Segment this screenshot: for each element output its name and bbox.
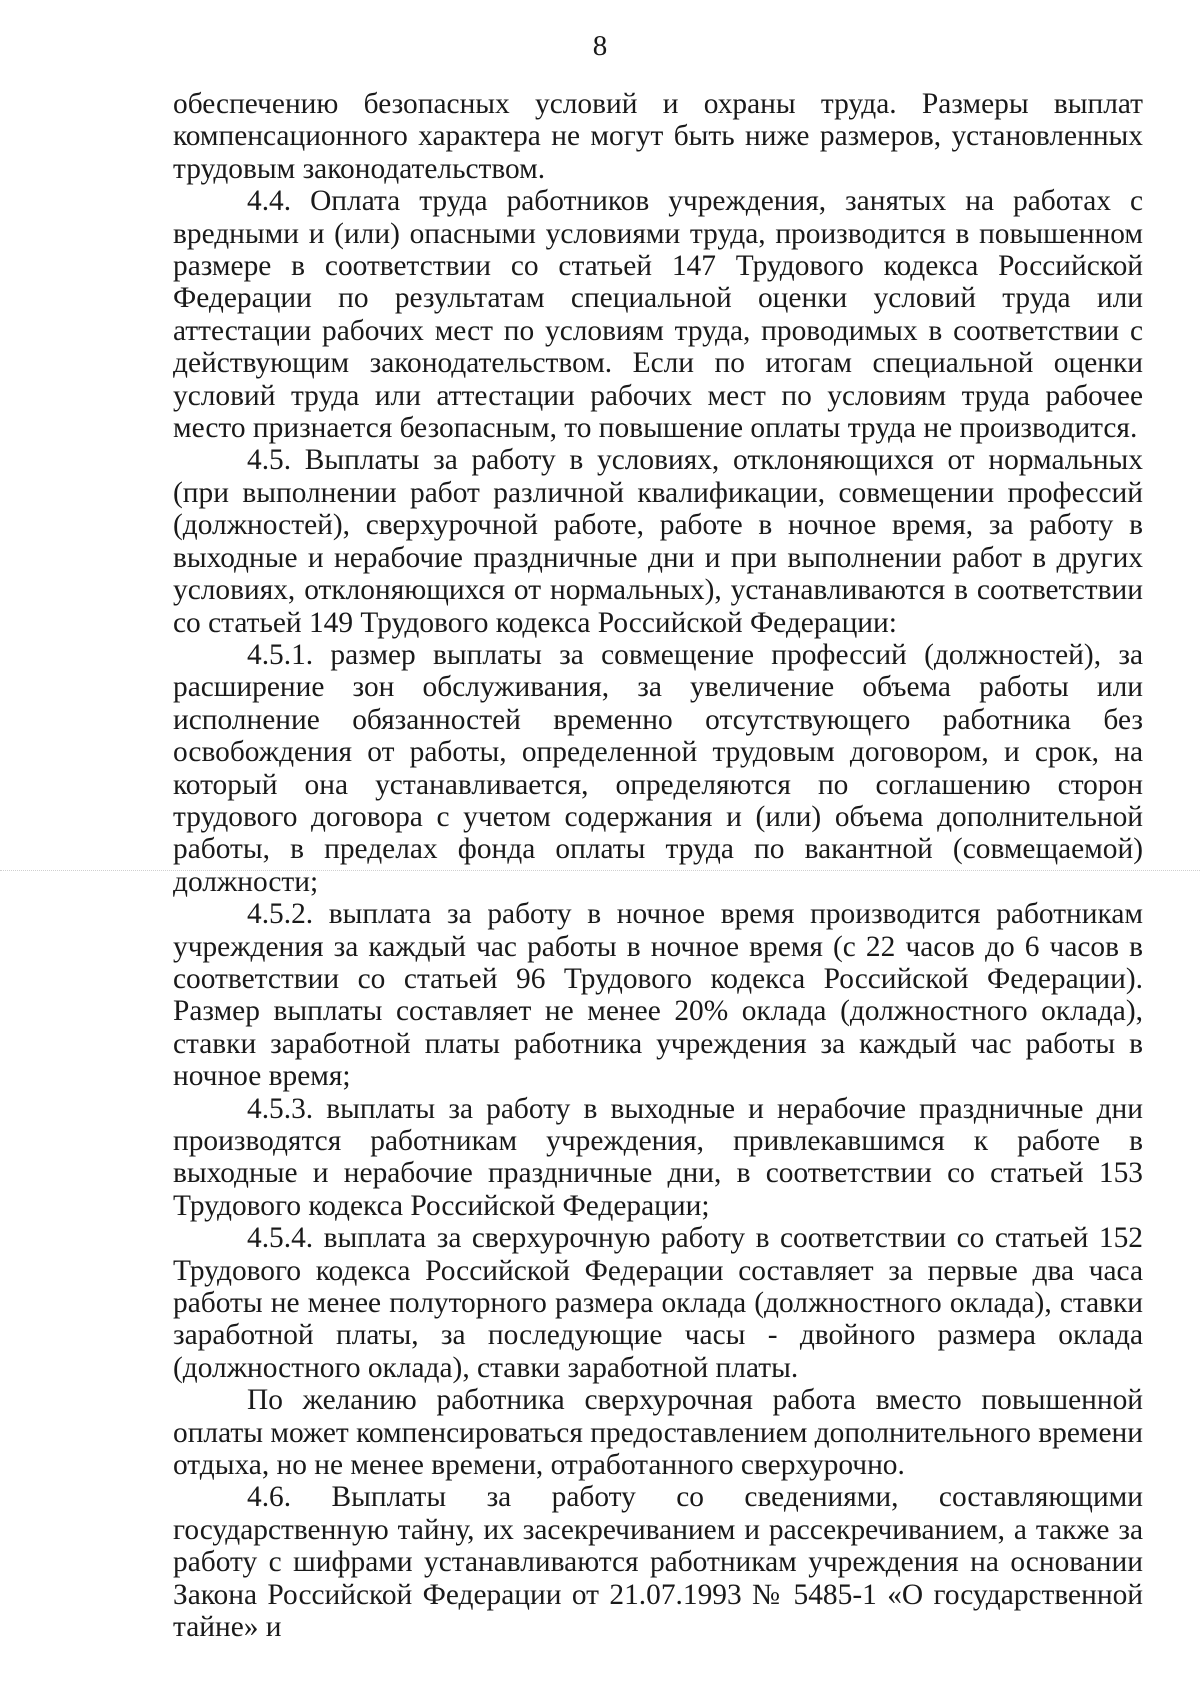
- page-number: 8: [592, 30, 608, 62]
- paragraph-4-5-3: 4.5.3. выплаты за работу в выходные и нерабочие праздничные дни производятся работникам учреждения, привлекавшимся к работе в выходные и нерабочие праздничные дни, в соответствии со статьей 153 Трудового кодекса Российской Федерации;: [173, 1092, 1143, 1222]
- document-body: [173, 88, 1143, 1644]
- paragraph-continuation: обеспечению безопасных условий и охраны труда. Размеры выплат компенсационного характера не могут быть ниже размеров, установленных трудовым законодательством.: [173, 88, 1143, 185]
- paragraph-overtime-compensation: По желанию работника сверхурочная работа вместо повышенной оплаты может компенсироваться предоставлением дополнительного времени отдыха, но не менее времени, отработанного сверхурочно.: [173, 1384, 1143, 1482]
- paragraph-4-4: 4.4. Оплата труда работников учреждения, занятых на работах с вредными и (или) опасными условиями труда, производится в повышенном размере в соответствии со статьей 147 Трудового кодекса Российской Федерации по результатам специальной оценки условий труда или аттестации рабочих мест по условиям труда, проводимых в соответствии с действующим законодательством. Если по итогам специальной оценки условий труда или аттестации рабочих мест по условиям труда рабочее место признается безопасным, то повышение оплаты труда не производится.: [173, 185, 1143, 445]
- paragraph-4-5-4: 4.5.4. выплата за сверхурочную работу в соответствии со статьей 152 Трудового кодекса Российской Федерации составляет за первые два часа работы не менее полуторного размера оклада (должностного оклада), ставки заработной платы, за последующие часы - двойного размера оклада (должностного оклада), ставки заработной платы.: [173, 1222, 1143, 1384]
- paragraph-4-5-2: 4.5.2. выплата за работу в ночное время производится работникам учреждения за каждый час работы в ночное время (с 22 часов до 6 часов в соответствии со статьей 96 Трудового кодекса Российской Федерации). Размер выплаты составляет не менее 20% оклада (должностного оклада), ставки заработной платы работника учреждения за каждый час работы в ночное время;: [173, 898, 1143, 1093]
- paragraph-4-5: 4.5. Выплаты за работу в условиях, отклоняющихся от нормальных (при выполнении работ различной квалификации, совмещении профессий (должностей), сверхурочной работе, работе в ночное время, за работу в выходные и нерабочие праздничные дни и при выполнении работ в других условиях, отклоняющихся от нормальных), устанавливаются в соответствии со статьей 149 Трудового кодекса Российской Федерации:: [173, 444, 1143, 639]
- paragraph-4-5-1: 4.5.1. размер выплаты за совмещение профессий (должностей), за расширение зон обслуживания, за увеличение объема работы или исполнение обязанностей временно отсутствующего работника без освобождения от работы, определенной трудовым договором, и срок, на который она устанавливается, определяются по соглашению сторон трудового договора с учетом содержания и (или) объема дополнительной работы, в пределах фонда оплаты труда по вакантной (совмещаемой) должности;: [173, 638, 1143, 898]
- paragraph-4-6: 4.6. Выплаты за работу со сведениями, составляющими государственную тайну, их засекречиванием и рассекречиванием, а также за работу с шифрами устанавливаются работникам учреждения на основании Закона Российской Федерации от 21.07.1993 № 5485-1 «О государственной тайне» и: [173, 1481, 1143, 1644]
